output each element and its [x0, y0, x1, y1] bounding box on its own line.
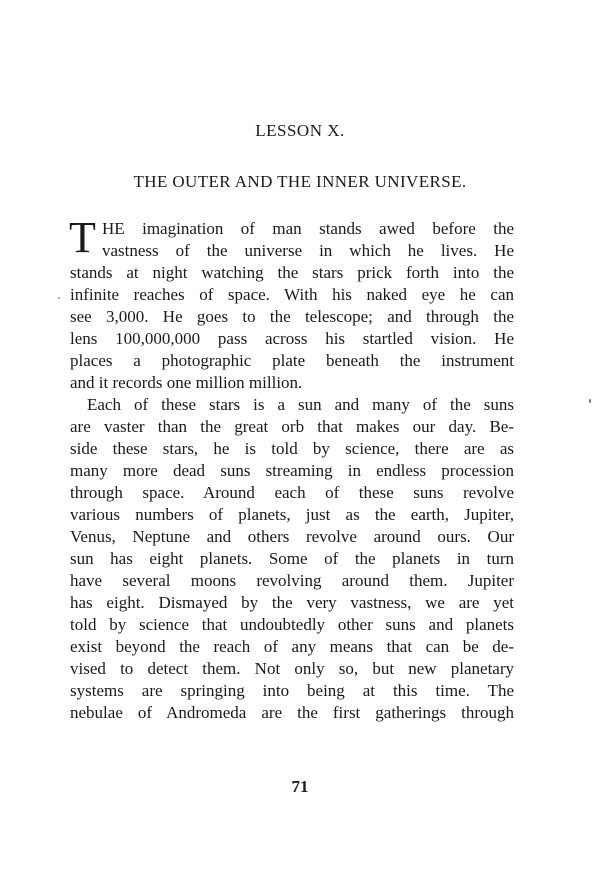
text-line: HE imagination of man stands awed before the [102, 219, 514, 238]
text-line: nebulae of Andromeda are the first gatherings through [70, 703, 514, 722]
lesson-heading: LESSON X. [255, 121, 345, 140]
text-line: systems are springing into being at this time. The [70, 681, 514, 700]
text-line: Each of these stars is a sun and many of the suns [87, 395, 514, 414]
drop-cap-letter: T [69, 213, 96, 262]
text-line: many more dead suns streaming in endless procession [70, 461, 514, 480]
text-line: places a photographic plate beneath the instrument [70, 351, 514, 370]
text-line: stands at night watching the stars prick forth into the [70, 263, 514, 282]
text-line: vised to detect them. Not only so, but new planetary [70, 659, 514, 678]
body-text [69, 213, 514, 724]
text-line: lens 100,000,000 pass across his startled vision. He [70, 329, 514, 348]
text-line: have several moons revolving around them. Jupiter [70, 571, 514, 590]
scan-artifact [589, 399, 591, 403]
chapter-title: THE OUTER AND THE INNER UNIVERSE. [133, 172, 467, 191]
text-line: are vaster than the great orb that makes our day. Be- [70, 417, 514, 436]
text-line: various numbers of planets, just as the earth, Jupiter, [70, 505, 514, 524]
text-line: exist beyond the reach of any means that can be de- [70, 637, 514, 656]
text-line: sun has eight planets. Some of the planets in turn [70, 549, 514, 568]
text-line: see 3,000. He goes to the telescope; and through the [70, 307, 514, 326]
text-line: vastness of the universe in which he lives. He [102, 241, 514, 260]
text-line: and it records one million million. [70, 373, 303, 392]
page-number: 71 [291, 777, 309, 796]
scan-artifact [58, 297, 60, 299]
text-line: has eight. Dismayed by the very vastness, we are yet [70, 593, 514, 612]
text-line: Venus, Neptune and others revolve around ours. Our [70, 527, 514, 546]
text-line: infinite reaches of space. With his naked eye he can [70, 285, 514, 304]
text-line: told by science that undoubtedly other suns and planets [70, 615, 514, 634]
text-line: through space. Around each of these suns revolve [70, 483, 514, 502]
text-line: side these stars, he is told by science, there are as [70, 439, 514, 458]
